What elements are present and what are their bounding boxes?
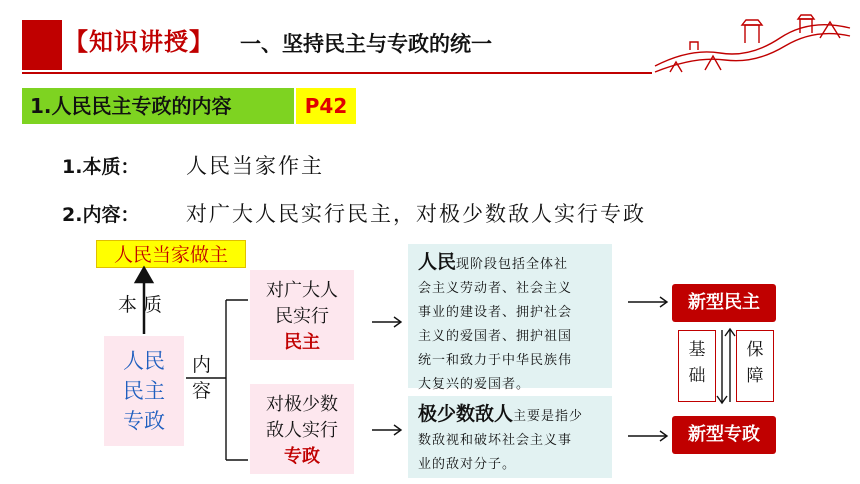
branch-line: 民实行: [275, 306, 329, 327]
page-reference-badge: P42: [296, 88, 356, 124]
page-title: 一、坚持民主与专政的统一: [240, 32, 492, 56]
essence-value: 人民当家作主: [186, 154, 324, 178]
definition-line: 现阶段包括全体社: [456, 257, 569, 272]
essence-label: 1.本质：: [62, 156, 140, 178]
definition-line: 主义的爱国者、拥护祖国: [418, 329, 573, 344]
content-char: 容: [192, 380, 212, 402]
root-line: 人民: [123, 349, 165, 373]
definition-line: 会主义劳动者、社会主义: [418, 281, 573, 296]
diagram-top-label: 人民当家做主: [96, 240, 246, 268]
democracy-branch-box: [250, 270, 354, 360]
definition-line: 业的敌对分子。: [418, 457, 517, 472]
enemies-definition-box: [408, 396, 612, 478]
root-line: 民主: [123, 379, 165, 403]
definition-line: 主要是指少: [513, 409, 584, 424]
guarantee-char: 保: [746, 340, 764, 360]
section-label: 1.人民民主专政的内容: [22, 88, 294, 124]
basis-box: [678, 330, 716, 402]
new-democracy-box: 新型民主: [672, 284, 776, 322]
guarantee-box: [736, 330, 774, 402]
basis-char: 础: [688, 366, 706, 386]
guarantee-char: 障: [746, 366, 764, 386]
definition-line: 数敌视和破坏社会主义事: [418, 433, 573, 448]
content-label: 2.内容：: [62, 204, 140, 226]
people-definition-box: [408, 244, 612, 392]
definition-line: 统一和致力于中华民族伟: [418, 353, 573, 368]
new-dictatorship-box: 新型专政: [672, 416, 776, 454]
root-concept-box: [104, 336, 184, 446]
dictatorship-branch-box: [250, 384, 354, 474]
branch-emphasis: 民主: [284, 332, 320, 353]
definition-line: 事业的建设者、拥护社会: [418, 305, 573, 320]
people-definition-head: 人民: [418, 251, 457, 273]
essence-arrow-label: 本 质: [118, 294, 163, 316]
definition-line: 大复兴的爱国者。: [418, 377, 531, 392]
branch-line: 敌人实行: [266, 420, 338, 441]
content-value: 对广大人民实行民主，对极少数敌人实行专政: [186, 202, 646, 226]
branch-line: 对极少数: [266, 394, 338, 415]
content-char: 内: [192, 354, 212, 376]
branch-emphasis: 专政: [284, 446, 320, 467]
root-line: 专政: [123, 409, 165, 433]
content-branch-label: [192, 352, 211, 404]
enemies-definition-head: 极少数敌人: [418, 403, 514, 425]
branch-line: 对广大人: [266, 280, 338, 301]
basis-char: 基: [688, 340, 706, 360]
section-tag: 【知识讲授】: [64, 28, 214, 56]
